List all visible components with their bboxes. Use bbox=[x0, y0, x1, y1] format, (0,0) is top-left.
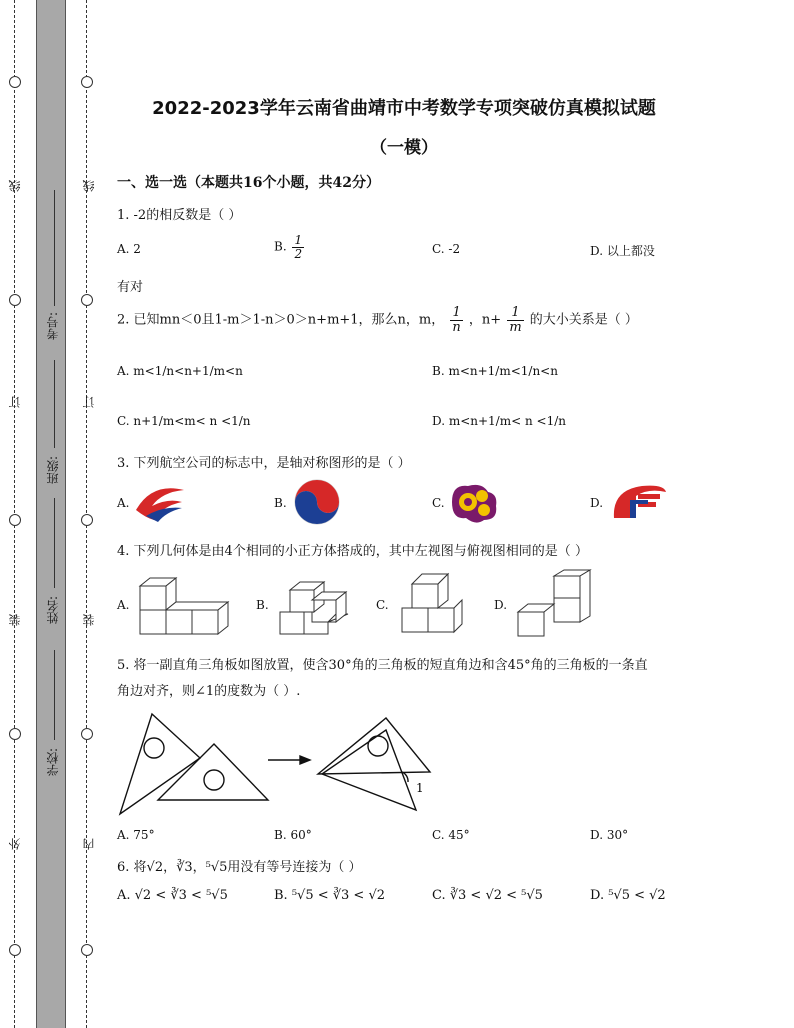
q5-option-c[interactable]: C. 45° bbox=[432, 828, 470, 842]
page-subtitle: （一模） bbox=[370, 138, 438, 158]
q6-option-d[interactable]: D. ⁵√5 < √2 bbox=[590, 888, 666, 903]
cube-figure-a-icon bbox=[136, 574, 236, 638]
q1-option-a[interactable]: A. 2 bbox=[117, 242, 141, 256]
q6-option-c[interactable]: C. ∛3 < √2 < ⁵√5 bbox=[432, 888, 543, 903]
q6-stem: 6. 将√2，∛3，⁵√5用没有等号连接为（ ） bbox=[117, 860, 362, 875]
binding-hole bbox=[9, 76, 21, 88]
binding-label-outer: 外 bbox=[8, 838, 22, 850]
airline-logo-c-icon bbox=[448, 480, 500, 526]
binding-hole bbox=[81, 76, 93, 88]
class-field-line[interactable] bbox=[54, 360, 55, 448]
q3-stem: 3. 下列航空公司的标志中，是轴对称图形的是（ ） bbox=[117, 456, 411, 471]
school-field-label: 学校: bbox=[46, 748, 60, 777]
binding-hole bbox=[9, 728, 21, 740]
cube-figure-b-icon bbox=[276, 570, 356, 640]
school-field-line[interactable] bbox=[54, 650, 55, 740]
binding-hole bbox=[9, 514, 21, 526]
binding-hole bbox=[81, 944, 93, 956]
binding-hole bbox=[9, 294, 21, 306]
binding-label-inner: 内 bbox=[82, 838, 96, 850]
q2-option-a[interactable]: A. m<1/n<n+1/m<n bbox=[117, 364, 243, 378]
binding-hole bbox=[81, 514, 93, 526]
q3-option-a[interactable]: A. bbox=[117, 496, 130, 510]
q5-option-b[interactable]: B. 60° bbox=[274, 828, 312, 842]
airline-logo-d-icon bbox=[608, 480, 668, 524]
q5-stem-line2: 角边对齐，则∠1的度数为（ ）. bbox=[117, 684, 301, 699]
angle-label: 1 bbox=[416, 781, 424, 795]
binding-label-zhuang: 装 bbox=[8, 614, 22, 626]
q4-option-a[interactable]: A. bbox=[117, 598, 130, 612]
page-title: 2022-2023学年云南省曲靖市中考数学专项突破仿真模拟试题 bbox=[152, 98, 656, 119]
q6-option-a[interactable]: A. √2 < ∛3 < ⁵√5 bbox=[117, 888, 228, 903]
binding-bar bbox=[36, 0, 66, 1028]
binding-hole bbox=[81, 294, 93, 306]
q2-option-c[interactable]: C. n+1/m<m< n <1/n bbox=[117, 414, 251, 428]
q1-stem: 1. -2的相反数是（ ） bbox=[117, 208, 242, 223]
q4-option-d[interactable]: D. bbox=[494, 598, 508, 612]
q6-option-b[interactable]: B. ⁵√5 < ∛3 < √2 bbox=[274, 888, 386, 903]
q4-stem: 4. 下列几何体是由4个相同的小正方体搭成的，其中左视图与俯视图相同的是（ ） bbox=[117, 544, 588, 559]
binding-hole bbox=[81, 728, 93, 740]
section-heading: 一、选一选（本题共16个小题，共42分） bbox=[117, 175, 380, 191]
q2-stem: 2. 已知mn＜0且1-m＞1-n＞0＞n+m+1，那么n，m， $\frac{1}{n}$ ，n+ $\frac{1}{m}$ 的大小关系是（ ） bbox=[117, 305, 638, 335]
cube-figure-c-icon bbox=[398, 566, 468, 638]
name-field-line[interactable] bbox=[54, 498, 55, 588]
binding-label-xian: 线 bbox=[82, 180, 96, 192]
q5-stem-line1: 5. 将一副直角三角板如图放置，使含30°角的三角板的短直角边和含45°角的三角板的一条直 bbox=[117, 658, 648, 673]
exam-no-field-line[interactable] bbox=[54, 190, 55, 306]
binding-label-zhuang: 装 bbox=[82, 614, 96, 626]
q2-option-d[interactable]: D. m<n+1/m< n <1/n bbox=[432, 414, 566, 428]
exam-no-field-label: 考号: bbox=[46, 312, 60, 341]
fraction: $\frac{1}{2}$ bbox=[294, 233, 303, 261]
q5-option-a[interactable]: A. 75° bbox=[117, 828, 155, 842]
airline-logo-b-icon bbox=[292, 478, 342, 526]
q1-option-c[interactable]: C. -2 bbox=[432, 242, 461, 256]
q1-option-d[interactable]: D. 以上都没 bbox=[590, 244, 655, 258]
q3-option-c[interactable]: C. bbox=[432, 496, 445, 510]
cube-figure-d-icon bbox=[514, 568, 598, 640]
airline-logo-a-icon bbox=[132, 480, 188, 524]
binding-label-ding: 订 bbox=[82, 396, 96, 408]
q2-option-b[interactable]: B. m<n+1/m<1/n<n bbox=[432, 364, 558, 378]
q3-option-d[interactable]: D. bbox=[590, 496, 604, 510]
name-field-label: 姓名: bbox=[46, 596, 60, 625]
q1-option-d-wrap: 有对 bbox=[117, 280, 144, 295]
q3-option-b[interactable]: B. bbox=[274, 496, 287, 510]
q1-option-b[interactable]: B. $\frac{1}{2}$ bbox=[274, 233, 303, 261]
binding-label-ding: 订 bbox=[8, 396, 22, 408]
q4-option-c[interactable]: C. bbox=[376, 598, 389, 612]
binding-hole bbox=[9, 944, 21, 956]
class-field-label: 班级: bbox=[46, 456, 60, 485]
binding-label-xian: 线 bbox=[8, 180, 22, 192]
q4-option-b[interactable]: B. bbox=[256, 598, 269, 612]
q5-option-d[interactable]: D. 30° bbox=[590, 828, 629, 842]
triangle-diagram bbox=[116, 710, 436, 820]
